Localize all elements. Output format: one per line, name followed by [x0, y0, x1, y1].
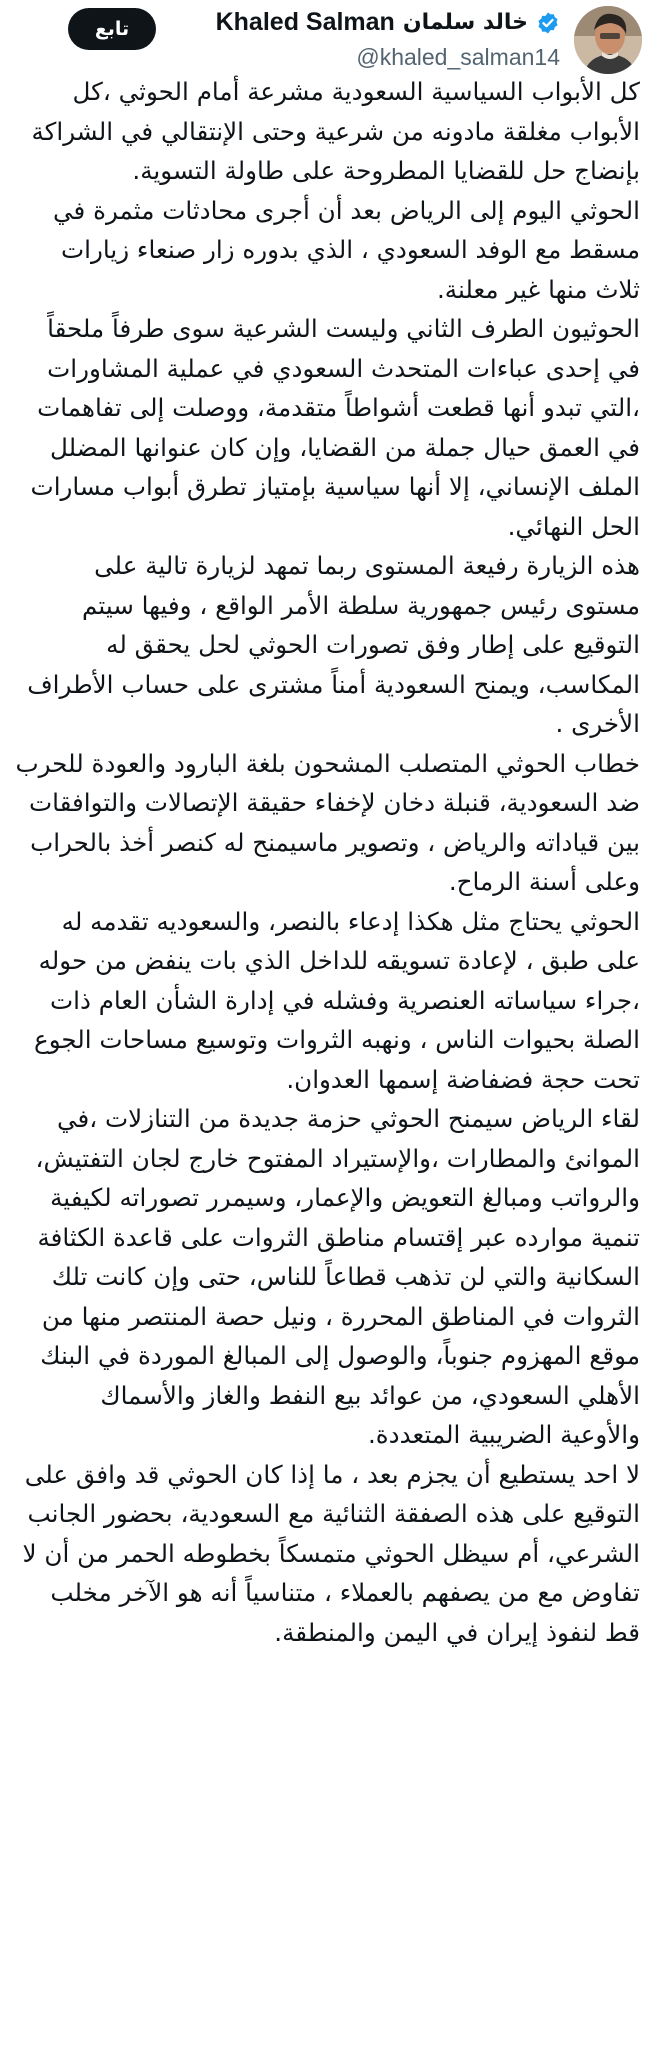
author-handle[interactable]: @khaled_salman14 — [356, 44, 560, 70]
tweet-text — [14, 72, 640, 1652]
tweet-paragraph: الحوثي اليوم إلى الرياض بعد أن أجرى محادثات مثمرة في مسقط مع الوفد السعودي ، الذي بدوره زار صنعاء زيارات ثلاث منها غير معلنة. — [53, 195, 640, 304]
tweet-paragraph: كل الأبواب السياسية السعودية مشرعة أمام الحوثي ،كل الأبواب مغلقة مادونه من شرعية وحتى الإنتقالي في الشراكة بإنضاج حل للقضايا المطروحة على طاولة التسوية. — [31, 77, 640, 185]
verified-badge-icon — [536, 11, 560, 35]
tweet-paragraph: لا احد يستطيع أن يجزم بعد ، ما إذا كان الحوثي قد وافق على التوقيع على هذه الصفقة الثنائية مع السعودية، بحضور الجانب الشرعي، أم سيظل الحوثي متمسكاً بخطوطه الحمر من أن لا تفاوض مع من يصفهم بالعملاء ، متناسياً أنه هو الآخر مخلب قط لنفوذ إيران في اليمن والمنطقة. — [22, 1459, 640, 1647]
author-name-row[interactable] — [216, 8, 560, 37]
tweet-paragraph: الحوثيون الطرف الثاني وليست الشرعية سوى طرفاً ملحقاً في إحدى عباءات المتحدث السعودي في عملية المشاورات ،التي تبدو أنها قطعت أشواطاً متقدمة، ووصلت إلى تفاهمات في العمق حيال جملة من القضايا، وإن كان عنوانها المضلل الملف الإنساني، إلا أنها سياسية بإمتياز تطرق أبواب مسارات الحل النهائي. — [30, 314, 640, 541]
follow-button[interactable]: تابع — [68, 8, 156, 50]
author-name: Khaled Salman — [215, 8, 395, 36]
author-name-arabic: خالد سلمان — [402, 10, 528, 35]
avatar-image — [574, 6, 642, 74]
tweet-paragraph: الحوثي يحتاج مثل هكذا إدعاء بالنصر، والسعوديه تقدمه له على طبق ، لإعادة تسويقه للداخل الذي بات ينفض من حوله ،جراء سياساته العنصرية وفشله في إدارة الشأن العام ذات الصلة بحيوات الناس ، ونهبه الثروات وتوسيع مساحات الجوع تحت حجة فضفاضة إسمها العدوان. — [34, 906, 640, 1094]
tweet-paragraph: خطاب الحوثي المتصلب المشحون بلغة البارود والعودة للحرب ضد السعودية، قنبلة دخان لإخفاء حقيقة الإتصالات والتوافقات بين قياداته والرياض ، وتصوير ماسيمنح له كنصر أخذ بالحراب وعلى أسنة الرماح. — [15, 748, 640, 896]
tweet-paragraph: هذه الزيارة رفيعة المستوى ربما تمهد لزيارة تالية على مستوى رئيس جمهورية سلطة الأمر الواقع ، وفيها سيتم التوقيع على إطار وفق تصورات الحوثي لحل يحقق له المكاسب، ويمنح السعودية أمناً مشترى على حساب الأطراف الأخرى . — [27, 551, 640, 738]
tweet-paragraph: لقاء الرياض سيمنح الحوثي حزمة جديدة من التنازلات ،في الموانئ والمطارات ،والإستيراد المفتوح خارج لجان التفتيش، والرواتب ومبالغ التعويض والإعمار، وسيمرر تصوراته لكيفية تنمية موارده عبر إقتسام مناطق الثروات على قاعدة الكثافة السكانية والتي لن تذهب قطاعاً للناس، حتى وإن كانت تلك الثروات في المناطق المحررة ، ونيل حصة المنتصر منها من موقع المهزوم جنوباً، والوصول إلى المبالغ الموردة في البنك الأهلي السعودي، من عوائد بيع النفط والغاز والأسماك والأوعية الضريبية المتعددة. — [35, 1104, 640, 1449]
avatar[interactable] — [574, 6, 642, 74]
